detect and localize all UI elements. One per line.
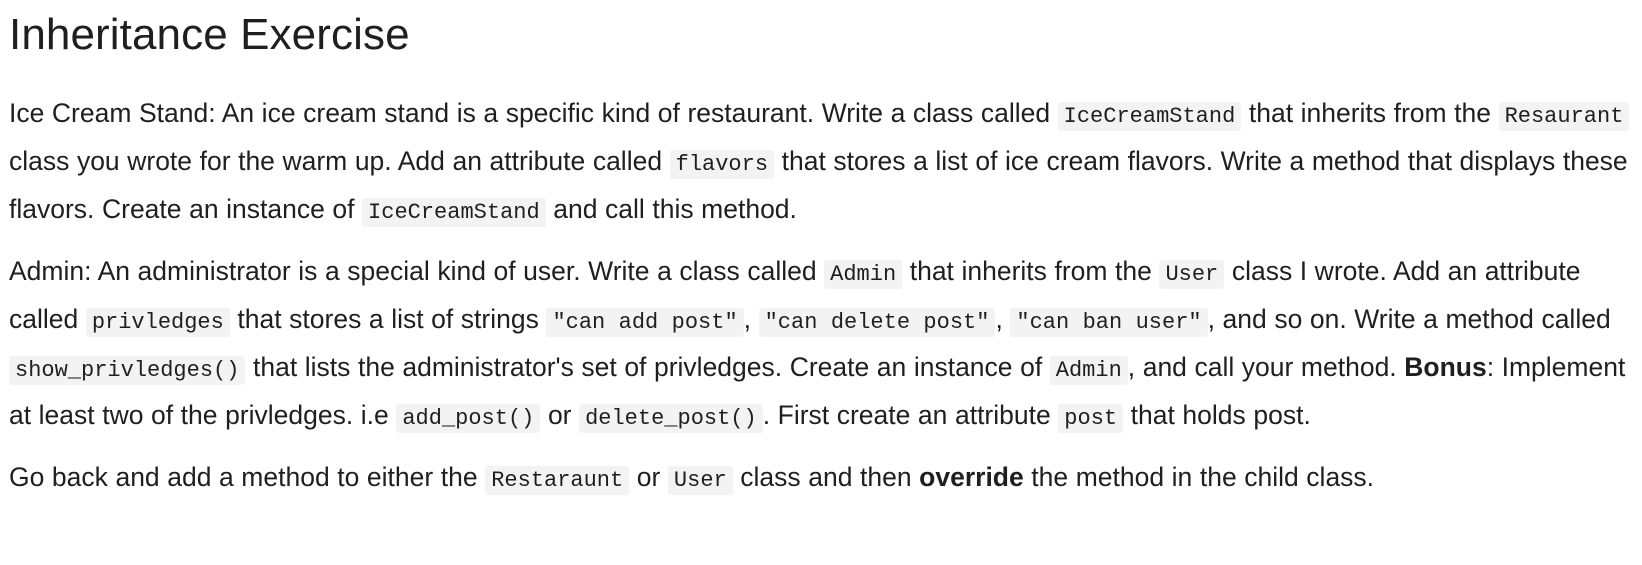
inline-code: post: [1058, 404, 1123, 433]
inline-code: Admin: [824, 260, 902, 289]
inline-code: flavors: [670, 150, 774, 179]
text-span: , and call your method.: [1127, 352, 1405, 382]
text-span: that holds post.: [1123, 400, 1311, 430]
inline-code: Resaurant: [1499, 102, 1630, 131]
text-span: that inherits from the: [902, 256, 1160, 286]
text-span: or: [540, 400, 580, 430]
inline-code: User: [668, 466, 733, 495]
text-span: ,: [743, 304, 759, 334]
text-span: or: [629, 462, 668, 492]
inline-code: IceCreamStand: [362, 198, 546, 227]
inline-code: delete_post(): [579, 404, 763, 433]
text-span: ,: [995, 304, 1011, 334]
inline-code: Restaraunt: [485, 466, 629, 495]
text-span: Go back and add a method to either the: [9, 462, 486, 492]
bonus-label: Bonus: [1404, 352, 1487, 382]
override-keyword: override: [919, 462, 1024, 492]
inline-code: show_privledges(): [9, 356, 245, 385]
text-span: and call this method.: [545, 194, 797, 224]
text-span: that inherits from the: [1241, 98, 1499, 128]
text-span: the method in the child class.: [1023, 462, 1375, 492]
text-span: Admin: An administrator is a special kind of user. Write a class called: [9, 256, 825, 286]
inline-code: User: [1159, 260, 1224, 289]
page-title: Inheritance Exercise: [9, 10, 410, 59]
text-span: class and then: [732, 462, 920, 492]
inline-code: "can ban user": [1010, 308, 1207, 337]
document: [0, 9, 1642, 503]
text-span: that stores a list of ice cream flavors. Write a method that displays these flavors. Create an instance of: [9, 146, 1628, 224]
inline-code: "can add post": [546, 308, 743, 337]
text-span: , and so on. Write a method called: [1207, 304, 1611, 334]
inline-code: add_post(): [396, 404, 540, 433]
text-span: class I wrote. Add an attribute called: [9, 256, 1581, 334]
inline-code: IceCreamStand: [1058, 102, 1242, 131]
admin-paragraph: [9, 249, 1634, 441]
text-span: that stores a list of strings: [229, 304, 547, 334]
inline-code: privledges: [86, 308, 230, 337]
text-span: Ice Cream Stand: An ice cream stand is a specific kind of restaurant. Write a class called: [9, 98, 1058, 128]
ice-cream-stand-paragraph: [9, 91, 1634, 235]
inline-code: "can delete post": [759, 308, 996, 337]
override-paragraph: [9, 455, 1634, 503]
inline-code: Admin: [1050, 356, 1128, 385]
text-span: . First create an attribute: [762, 400, 1059, 430]
text-span: : Implement at least two of the privledges. i.e: [9, 352, 1626, 430]
text-span: that lists the administrator's set of privledges. Create an instance of: [245, 352, 1050, 382]
text-span: class you wrote for the warm up. Add an attribute called: [9, 146, 670, 176]
